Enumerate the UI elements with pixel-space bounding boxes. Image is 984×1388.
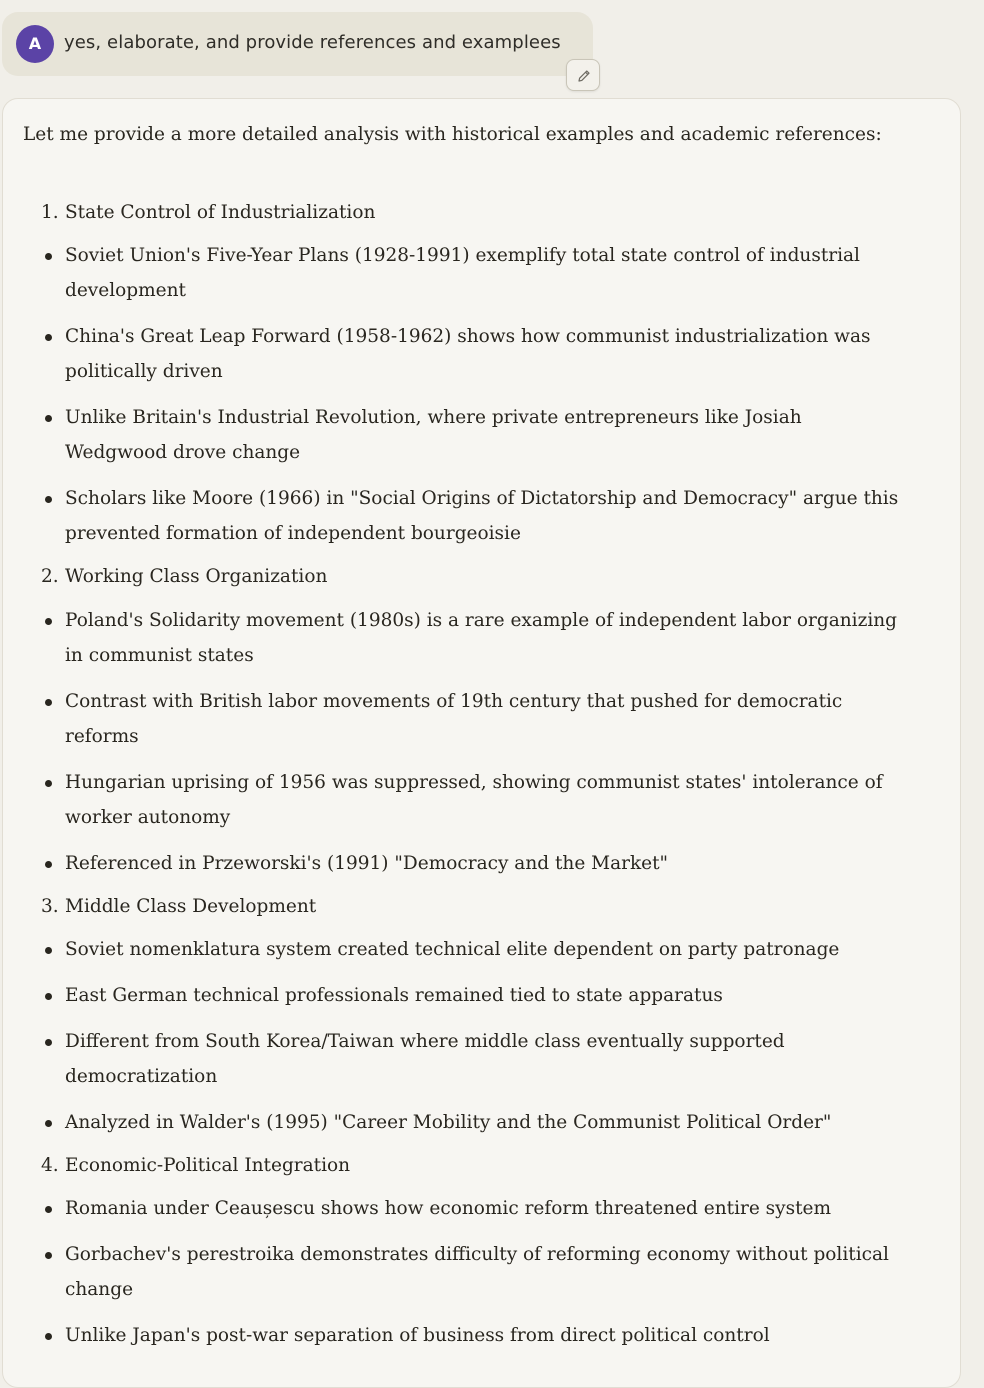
section-title: Middle Class Development <box>65 896 317 917</box>
list-item-text: Gorbachev's perestroika demonstrates difficulty of reforming economy without political change <box>65 1244 889 1300</box>
edit-message-button[interactable] <box>566 59 600 91</box>
section-title: Economic-Political Integration <box>65 1155 351 1176</box>
bullet-icon <box>45 861 52 868</box>
user-message-text: yes, elaborate, and provide references and examplees <box>64 32 561 53</box>
list-item <box>65 684 905 754</box>
bullet-icon <box>45 993 52 1000</box>
section-heading <box>41 1148 905 1183</box>
list-item-text: Scholars like Moore (1966) in "Social Origins of Dictatorship and Democracy" argue this prevented formation of independent bourgeoisie <box>65 488 899 544</box>
list-item-text: Contrast with British labor movements of 19th century that pushed for democratic reforms <box>65 691 843 747</box>
list-item-text: East German technical professionals remained tied to state apparatus <box>65 985 723 1006</box>
list-item-text: Referenced in Przeworski's (1991) "Democracy and the Market" <box>65 853 669 874</box>
list-item <box>65 1105 905 1140</box>
list-item <box>65 846 905 881</box>
list-item <box>65 238 905 308</box>
user-avatar: A <box>16 25 54 63</box>
list-item <box>65 932 905 967</box>
bullet-icon <box>45 1039 52 1046</box>
list-item <box>65 481 905 551</box>
response-intro: Let me provide a more detailed analysis with historical examples and academic references: <box>23 124 882 145</box>
bullet-icon <box>45 334 52 341</box>
section-heading <box>41 195 905 230</box>
bullet-icon <box>45 1333 52 1340</box>
bullet-icon <box>45 1206 52 1213</box>
bullet-icon <box>45 699 52 706</box>
section-number: 2. <box>41 566 59 587</box>
bullet-icon <box>45 1252 52 1259</box>
pencil-icon <box>576 68 592 84</box>
bullet-icon <box>45 1120 52 1127</box>
list-item <box>65 1024 905 1094</box>
list-item-text: Hungarian uprising of 1956 was suppressed, showing communist states' intolerance of worker autonomy <box>65 772 883 828</box>
bullet-icon <box>45 618 52 625</box>
list-item <box>65 319 905 389</box>
assistant-response <box>2 98 961 1388</box>
list-item-text: Poland's Solidarity movement (1980s) is a rare example of independent labor organizing in communist states <box>65 610 897 666</box>
list-item <box>65 1237 905 1307</box>
section-heading <box>41 889 905 924</box>
user-message-bubble <box>2 12 593 76</box>
list-item <box>65 603 905 673</box>
section-title: Working Class Organization <box>65 566 328 587</box>
section-number: 1. <box>41 202 59 223</box>
bullet-icon <box>45 496 52 503</box>
list-item-text: Soviet Union's Five-Year Plans (1928-1991) exemplify total state control of industrial development <box>65 245 860 301</box>
list-item <box>65 978 905 1013</box>
bullet-icon <box>45 415 52 422</box>
list-item-text: Unlike Britain's Industrial Revolution, where private entrepreneurs like Josiah Wedgwood drove change <box>65 407 802 463</box>
bullet-icon <box>45 947 52 954</box>
list-item-text: Analyzed in Walder's (1995) "Career Mobility and the Communist Political Order" <box>65 1112 832 1133</box>
list-item-text: Unlike Japan's post-war separation of business from direct political control <box>65 1325 770 1346</box>
list-item-text: Romania under Ceaușescu shows how economic reform threatened entire system <box>65 1198 832 1219</box>
list-item <box>65 400 905 470</box>
section-heading <box>41 559 905 594</box>
list-item <box>65 1318 905 1353</box>
bullet-icon <box>45 253 52 260</box>
list-item-text: Different from South Korea/Taiwan where middle class eventually supported democratization <box>65 1031 785 1087</box>
bullet-icon <box>45 780 52 787</box>
section-title: State Control of Industrialization <box>65 202 376 223</box>
section-number: 3. <box>41 896 59 917</box>
section-number: 4. <box>41 1155 59 1176</box>
list-item-text: Soviet nomenklatura system created technical elite dependent on party patronage <box>65 939 840 960</box>
list-item <box>65 1191 905 1226</box>
list-item <box>65 765 905 835</box>
list-item-text: China's Great Leap Forward (1958-1962) shows how communist industrialization was politically driven <box>65 326 871 382</box>
